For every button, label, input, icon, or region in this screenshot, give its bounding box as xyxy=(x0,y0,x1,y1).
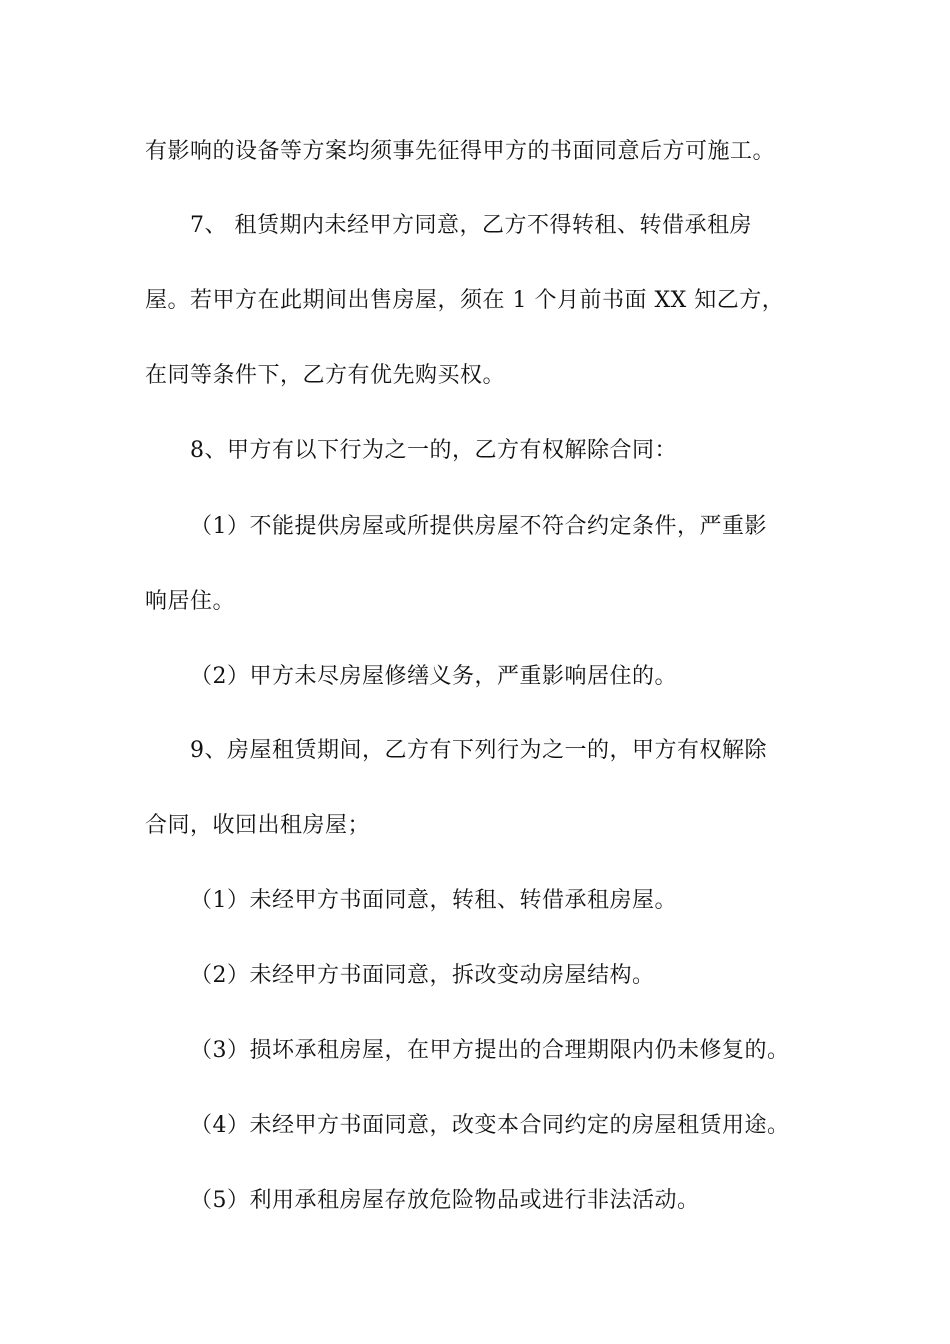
text-line-1: 有影响的设备等方案均须事先征得甲方的书面同意后方可施工。 xyxy=(145,139,776,164)
text-line-5: 8、甲方有以下行为之一的，乙方有权解除合同： xyxy=(190,438,677,463)
text-line-12: （2）未经甲方书面同意，拆改变动房屋结构。 xyxy=(190,963,655,988)
text-line-11: （1）未经甲方书面同意，转租、转借承租房屋。 xyxy=(190,888,677,913)
text-line-13: （3）损坏承租房屋，在甲方提出的合理期限内仍未修复的。 xyxy=(190,1038,790,1063)
text-line-6: （1）不能提供房屋或所提供房屋不符合约定条件，严重影 xyxy=(190,514,767,539)
text-line-10: 合同，收回出租房屋； xyxy=(145,813,371,838)
text-line-7: 响居住。 xyxy=(145,589,236,614)
text-line-15: （5）利用承租房屋存放危险物品或进行非法活动。 xyxy=(190,1188,700,1213)
text-line-9: 9、房屋租赁期间，乙方有下列行为之一的，甲方有权解除 xyxy=(190,738,767,763)
text-line-3: 屋。若甲方在此期间出售房屋，须在 1 个月前书面 XX 知乙方， xyxy=(145,288,785,313)
text-line-8: （2）甲方未尽房屋修缮义务，严重影响居住的。 xyxy=(190,664,677,689)
text-line-14: （4）未经甲方书面同意，改变本合同约定的房屋租赁用途。 xyxy=(190,1113,790,1138)
text-line-4: 在同等条件下，乙方有优先购买权。 xyxy=(145,363,506,388)
text-line-2: 7、 租赁期内未经甲方同意，乙方不得转租、转借承租房 xyxy=(190,213,752,238)
